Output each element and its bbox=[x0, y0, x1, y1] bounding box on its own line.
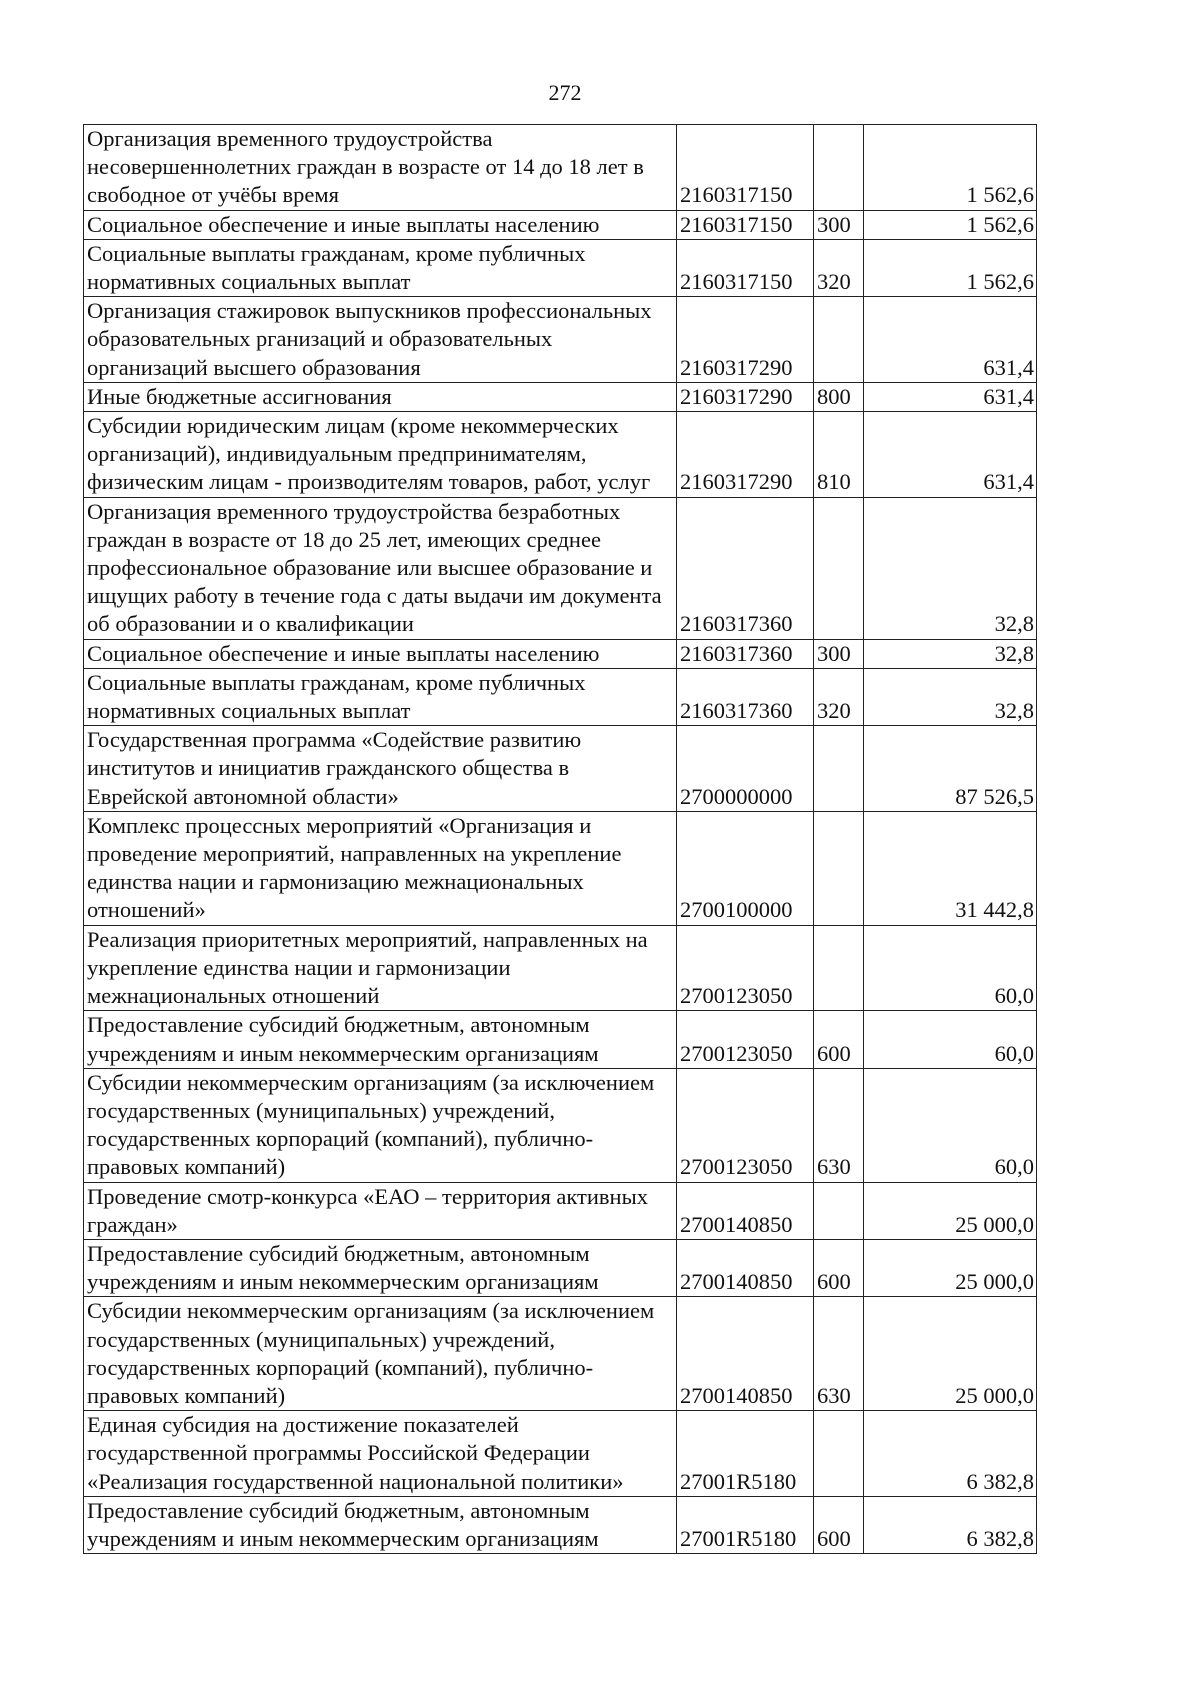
row-amount-cell: 1 562,6 bbox=[864, 210, 1037, 239]
table-row bbox=[84, 1182, 1037, 1239]
table-row bbox=[84, 1411, 1037, 1497]
row-amount-cell: 6 382,8 bbox=[864, 1496, 1037, 1553]
row-code-cell: 2160317290 bbox=[677, 412, 814, 498]
row-name-cell: Субсидии некоммерческим организациям (за исключением государственных (муниципальных) учреждений, государственных корпораций (компаний), публично-правовых компаний) bbox=[84, 1297, 677, 1411]
row-code-cell: 2700000000 bbox=[677, 726, 814, 812]
row-name-cell: Предоставление субсидий бюджетным, автономным учреждениям и иным некоммерческим организациям bbox=[84, 1239, 677, 1296]
row-code-cell: 27001R5180 bbox=[677, 1411, 814, 1497]
row-name-cell: Социальные выплаты гражданам, кроме публичных нормативных социальных выплат bbox=[84, 668, 677, 725]
table-row bbox=[84, 1496, 1037, 1553]
row-code-cell: 2160317290 bbox=[677, 297, 814, 383]
row-type-cell: 810 bbox=[814, 412, 864, 498]
row-amount-cell: 6 382,8 bbox=[864, 1411, 1037, 1497]
row-amount-cell: 60,0 bbox=[864, 1068, 1037, 1182]
row-code-cell: 2700140850 bbox=[677, 1297, 814, 1411]
row-name-cell: Предоставление субсидий бюджетным, автономным учреждениям и иным некоммерческим организациям bbox=[84, 1496, 677, 1553]
row-amount-cell: 25 000,0 bbox=[864, 1239, 1037, 1296]
row-name-cell: Социальные выплаты гражданам, кроме публичных нормативных социальных выплат bbox=[84, 239, 677, 296]
row-name-cell: Субсидии некоммерческим организациям (за исключением государственных (муниципальных) учреждений, государственных корпораций (компаний), публично-правовых компаний) bbox=[84, 1068, 677, 1182]
row-amount-cell: 32,8 bbox=[864, 668, 1037, 725]
row-name-cell: Социальное обеспечение и иные выплаты населению bbox=[84, 210, 677, 239]
table-row bbox=[84, 297, 1037, 383]
table-row bbox=[84, 925, 1037, 1011]
row-code-cell: 2700140850 bbox=[677, 1182, 814, 1239]
row-code-cell: 2160317360 bbox=[677, 639, 814, 668]
row-name-cell: Субсидии юридическим лицам (кроме некоммерческих организаций), индивидуальным предпринимателям, физическим лицам - производителям товаров, работ, услуг bbox=[84, 412, 677, 498]
row-code-cell: 2700123050 bbox=[677, 1068, 814, 1182]
budget-table bbox=[83, 124, 1037, 1554]
row-name-cell: Социальное обеспечение и иные выплаты населению bbox=[84, 639, 677, 668]
row-code-cell: 2700140850 bbox=[677, 1239, 814, 1296]
row-type-cell: 600 bbox=[814, 1239, 864, 1296]
row-name-cell: Предоставление субсидий бюджетным, автономным учреждениям и иным некоммерческим организациям bbox=[84, 1011, 677, 1068]
page-number: 272 bbox=[548, 80, 582, 105]
table-row bbox=[84, 811, 1037, 925]
row-amount-cell: 60,0 bbox=[864, 1011, 1037, 1068]
row-amount-cell: 1 562,6 bbox=[864, 125, 1037, 211]
table-row bbox=[84, 1068, 1037, 1182]
row-code-cell: 2700123050 bbox=[677, 925, 814, 1011]
table-row bbox=[84, 239, 1037, 296]
row-code-cell: 2160317150 bbox=[677, 125, 814, 211]
row-type-cell: 630 bbox=[814, 1297, 864, 1411]
row-amount-cell: 631,4 bbox=[864, 412, 1037, 498]
table-row bbox=[84, 1239, 1037, 1296]
row-amount-cell: 631,4 bbox=[864, 297, 1037, 383]
row-code-cell: 2700100000 bbox=[677, 811, 814, 925]
row-amount-cell: 31 442,8 bbox=[864, 811, 1037, 925]
row-name-cell: Единая субсидия на достижение показателей государственной программы Российской Федерации «Реализация государственной национальной политики» bbox=[84, 1411, 677, 1497]
row-type-cell: 300 bbox=[814, 210, 864, 239]
row-name-cell: Иные бюджетные ассигнования bbox=[84, 382, 677, 411]
budget-table-body bbox=[84, 125, 1037, 1554]
row-code-cell: 2160317150 bbox=[677, 210, 814, 239]
row-amount-cell: 32,8 bbox=[864, 497, 1037, 639]
row-type-cell: 600 bbox=[814, 1011, 864, 1068]
row-amount-cell: 87 526,5 bbox=[864, 726, 1037, 812]
row-type-cell bbox=[814, 497, 864, 639]
row-name-cell: Организация временного трудоустройства безработных граждан в возрасте от 18 до 25 лет, имеющих среднее профессиональное образование или высшее образование и ищущих работу в течение года с даты выдачи им документа об образовании и о квалификации bbox=[84, 497, 677, 639]
row-type-cell: 320 bbox=[814, 668, 864, 725]
row-amount-cell: 25 000,0 bbox=[864, 1297, 1037, 1411]
row-code-cell: 2160317290 bbox=[677, 382, 814, 411]
row-code-cell: 2160317360 bbox=[677, 668, 814, 725]
row-amount-cell: 60,0 bbox=[864, 925, 1037, 1011]
table-row bbox=[84, 412, 1037, 498]
row-name-cell: Организация стажировок выпускников профессиональных образовательных рганизаций и образовательных организаций высшего образования bbox=[84, 297, 677, 383]
row-amount-cell: 631,4 bbox=[864, 382, 1037, 411]
row-amount-cell: 1 562,6 bbox=[864, 239, 1037, 296]
row-type-cell bbox=[814, 726, 864, 812]
table-row bbox=[84, 210, 1037, 239]
row-type-cell: 320 bbox=[814, 239, 864, 296]
row-name-cell: Организация временного трудоустройства несовершеннолетних граждан в возрасте от 14 до 18 лет в свободное от учёбы время bbox=[84, 125, 677, 211]
row-amount-cell: 25 000,0 bbox=[864, 1182, 1037, 1239]
row-type-cell bbox=[814, 125, 864, 211]
row-type-cell bbox=[814, 1411, 864, 1497]
row-code-cell: 2160317150 bbox=[677, 239, 814, 296]
row-type-cell bbox=[814, 297, 864, 383]
row-type-cell: 800 bbox=[814, 382, 864, 411]
row-name-cell: Государственная программа «Содействие развитию институтов и инициатив гражданского общества в Еврейской автономной области» bbox=[84, 726, 677, 812]
row-code-cell: 2160317360 bbox=[677, 497, 814, 639]
row-name-cell: Комплекс процессных мероприятий «Организация и проведение мероприятий, направленных на укрепление единства нации и гармонизацию межнациональных отношений» bbox=[84, 811, 677, 925]
row-type-cell: 600 bbox=[814, 1496, 864, 1553]
table-row bbox=[84, 668, 1037, 725]
table-row bbox=[84, 1011, 1037, 1068]
row-name-cell: Проведение смотр-конкурса «ЕАО – территория активных граждан» bbox=[84, 1182, 677, 1239]
row-amount-cell: 32,8 bbox=[864, 639, 1037, 668]
row-code-cell: 2700123050 bbox=[677, 1011, 814, 1068]
row-type-cell: 300 bbox=[814, 639, 864, 668]
table-row bbox=[84, 125, 1037, 211]
table-row bbox=[84, 726, 1037, 812]
row-type-cell bbox=[814, 1182, 864, 1239]
table-row bbox=[84, 639, 1037, 668]
table-row bbox=[84, 382, 1037, 411]
row-name-cell: Реализация приоритетных мероприятий, направленных на укрепление единства нации и гармонизации межнациональных отношений bbox=[84, 925, 677, 1011]
row-code-cell: 27001R5180 bbox=[677, 1496, 814, 1553]
row-type-cell: 630 bbox=[814, 1068, 864, 1182]
row-type-cell bbox=[814, 811, 864, 925]
row-type-cell bbox=[814, 925, 864, 1011]
table-row bbox=[84, 497, 1037, 639]
table-row bbox=[84, 1297, 1037, 1411]
